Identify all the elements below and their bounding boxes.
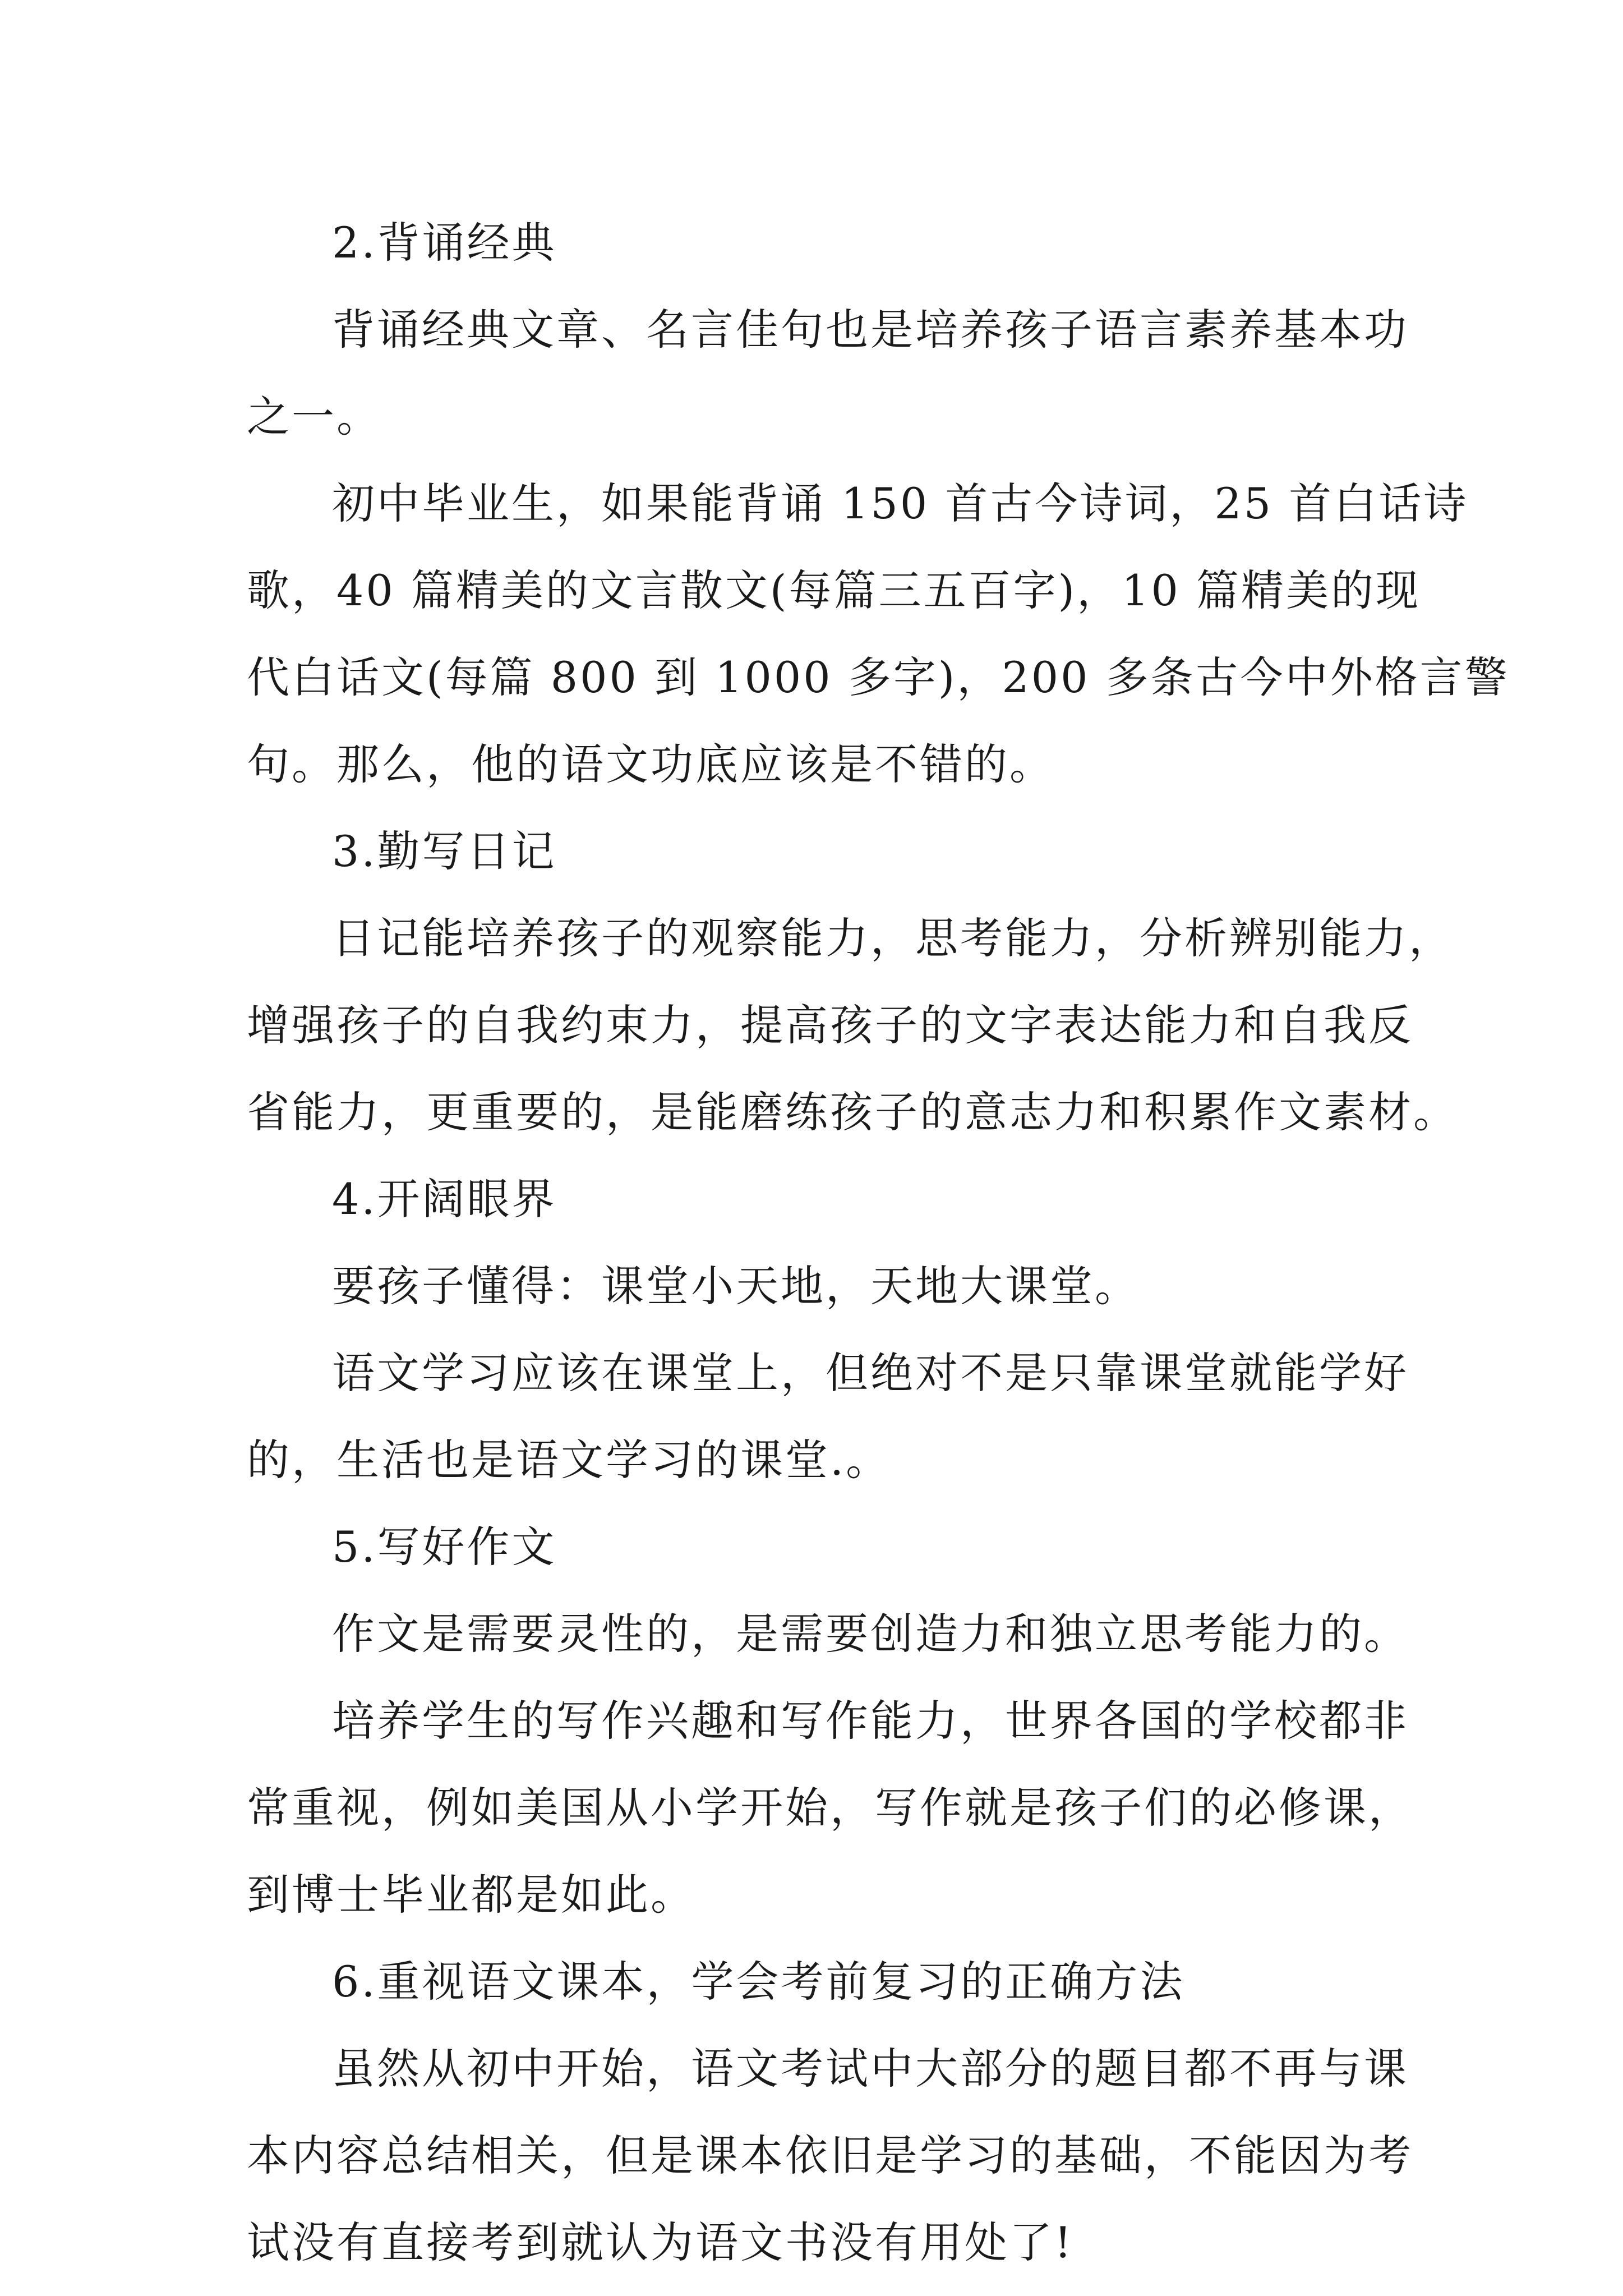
section-heading: 6.重视语文课本，学会考前复习的正确方法 — [332, 1957, 1185, 2007]
paragraph-line: 虽然从初中开始，语文考试中大部分的题目都不再与课 — [332, 2044, 1409, 2093]
paragraph-line: 代白话文(每篇 800 到 1000 多字)，200 多条古今中外格言警 — [247, 652, 1510, 702]
section-heading: 5.写好作文 — [332, 1522, 557, 1572]
paragraph-line: 背诵经典文章、名言佳句也是培养孩子语言素养基本功 — [332, 305, 1409, 355]
paragraph-line: 之一。 — [247, 392, 381, 441]
paragraph-line: 作文是需要灵性的，是需要创造力和独立思考能力的。 — [332, 1609, 1409, 1659]
paragraph-line: 省能力，更重要的，是能磨练孩子的意志力和积累作文素材。 — [247, 1087, 1458, 1137]
paragraph-line: 试没有直接考到就认为语文书没有用处了! — [247, 2217, 1074, 2267]
paragraph-line: 的，生活也是语文学习的课堂.。 — [247, 1435, 891, 1485]
section-heading: 3.勤写日记 — [332, 826, 557, 876]
paragraph-line: 歌，40 篇精美的文言散文(每篇三五百字)，10 篇精美的现 — [247, 565, 1421, 615]
section-heading: 4.开阔眼界 — [332, 1174, 557, 1224]
paragraph-line: 培养学生的写作兴趣和写作能力，世界各国的学校都非 — [332, 1696, 1409, 1746]
paragraph-line: 常重视，例如美国从小学开始，写作就是孩子们的必修课， — [247, 1783, 1413, 1833]
document-body — [247, 199, 1510, 2286]
section-heading: 2.背诵经典 — [332, 218, 557, 268]
paragraph-line: 到博士毕业都是如此。 — [247, 1870, 695, 1920]
paragraph-line: 语文学习应该在课堂上，但绝对不是只靠课堂就能学好 — [332, 1348, 1409, 1398]
paragraph-line: 本内容总结相关，但是课本依旧是学习的基础，不能因为考 — [247, 2131, 1413, 2180]
paragraph-line: 要孩子懂得：课堂小天地，天地大课堂。 — [332, 1261, 1140, 1311]
paragraph-line: 初中毕业生，如果能背诵 150 首古今诗词，25 首白话诗 — [332, 478, 1469, 528]
paragraph-line: 日记能培养孩子的观察能力，思考能力，分析辨别能力， — [332, 913, 1454, 963]
paragraph-line: 增强孩子的自我约束力，提高孩子的文字表达能力和自我反 — [247, 1000, 1413, 1050]
paragraph-line: 句。那么，他的语文功底应该是不错的。 — [247, 739, 1054, 789]
